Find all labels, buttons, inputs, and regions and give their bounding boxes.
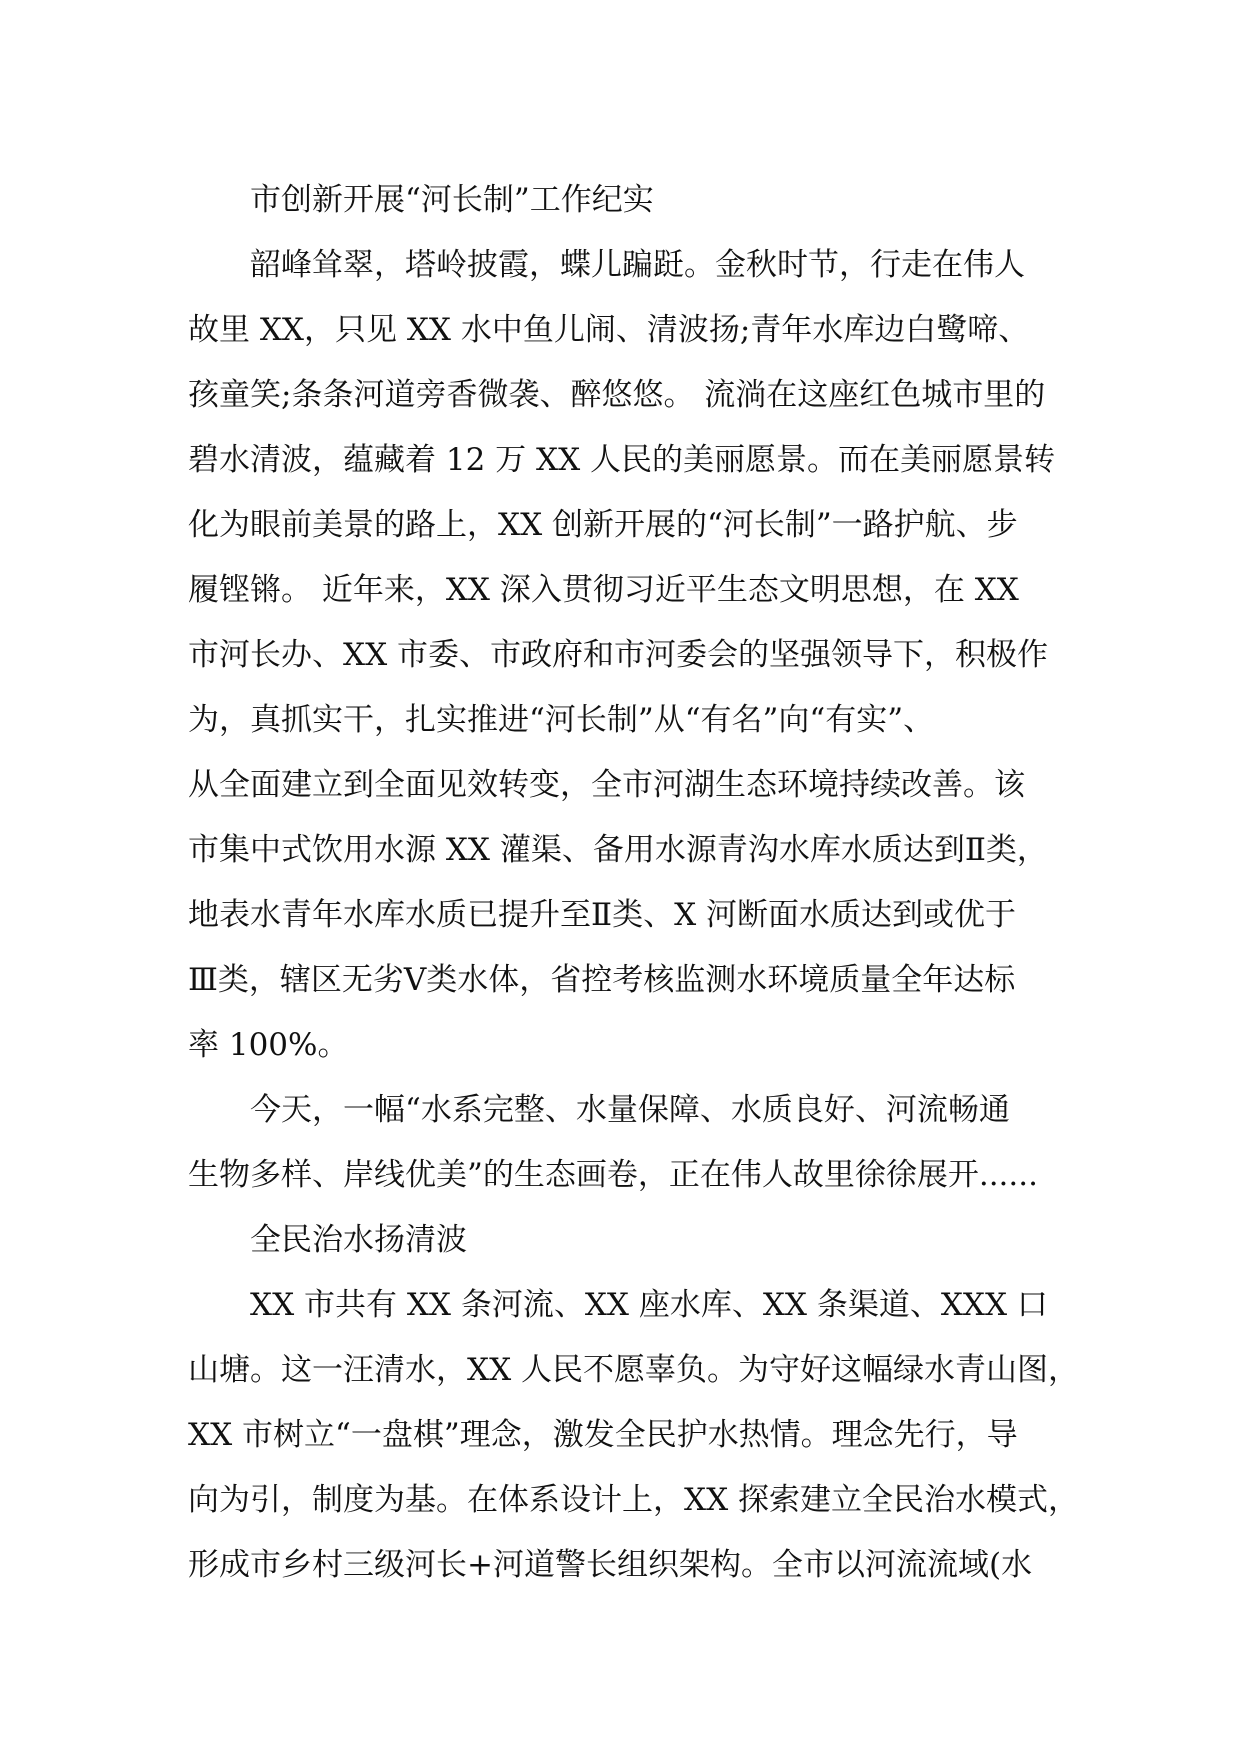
text-line: XX 市树立“一盘棋”理念，激发全民护水热情。理念先行，导 xyxy=(188,1417,1018,1453)
text-line: 山塘。这一汪清水，XX 人民不愿辜负。为守好这幅绿水青山图， xyxy=(188,1352,1079,1388)
text-line: 市河长办、XX 市委、市政府和市河委会的坚强领导下，积极作 xyxy=(188,637,1048,673)
document-title: 市创新开展“河长制”工作纪实 xyxy=(250,182,654,218)
text-line: 向为引，制度为基。在体系设计上，XX 探索建立全民治水模式， xyxy=(188,1482,1079,1518)
text-line: Ⅲ类，辖区无劣Ⅴ类水体，省控考核监测水环境质量全年达标 xyxy=(188,962,1016,998)
text-line: 韶峰耸翠，塔岭披霞，蝶儿蹁跹。金秋时节，行走在伟人 xyxy=(250,247,1025,283)
text-line: 履铿锵。 近年来，XX 深入贯彻习近平生态文明思想，在 XX xyxy=(188,572,1019,608)
text-line: 今天，一幅“水系完整、水量保障、水质良好、河流畅通 xyxy=(250,1092,1010,1128)
text-line: 生物多样、岸线优美”的生态画卷，正在伟人故里徐徐展开...... xyxy=(188,1157,1038,1193)
text-line: XX 市共有 XX 条河流、XX 座水库、XX 条渠道、XXX 口 xyxy=(250,1287,1048,1323)
text-line: 率 100%。 xyxy=(188,1027,349,1063)
text-line: 形成市乡村三级河长+河道警长组织架构。全市以河流流域(水 xyxy=(188,1547,1033,1583)
document-body xyxy=(188,168,1088,1598)
text-line: 孩童笑;条条河道旁香微袭、醉悠悠。 流淌在这座红色城市里的 xyxy=(188,377,1046,413)
text-line: 地表水青年水库水质已提升至Ⅱ类、X 河断面水质达到或优于 xyxy=(188,897,1016,933)
text-line: 全民治水扬清波 xyxy=(250,1222,467,1258)
text-line: 从全面建立到全面见效转变，全市河湖生态环境持续改善。该 xyxy=(188,767,1025,803)
text-line: 化为眼前美景的路上，XX 创新开展的“河长制”一路护航、步 xyxy=(188,507,1018,543)
text-line: 故里 XX，只见 XX 水中鱼儿闹、清波扬;青年水库边白鹭啼、 xyxy=(188,312,1030,348)
text-line: 为，真抓实干，扎实推进“河长制”从“有名”向“有实”、 xyxy=(188,702,935,738)
text-line: 碧水清波，蕴藏着 12 万 XX 人民的美丽愿景。而在美丽愿景转 xyxy=(188,442,1055,478)
text-line: 市集中式饮用水源 XX 灌渠、备用水源青沟水库水质达到Ⅱ类， xyxy=(188,832,1048,868)
